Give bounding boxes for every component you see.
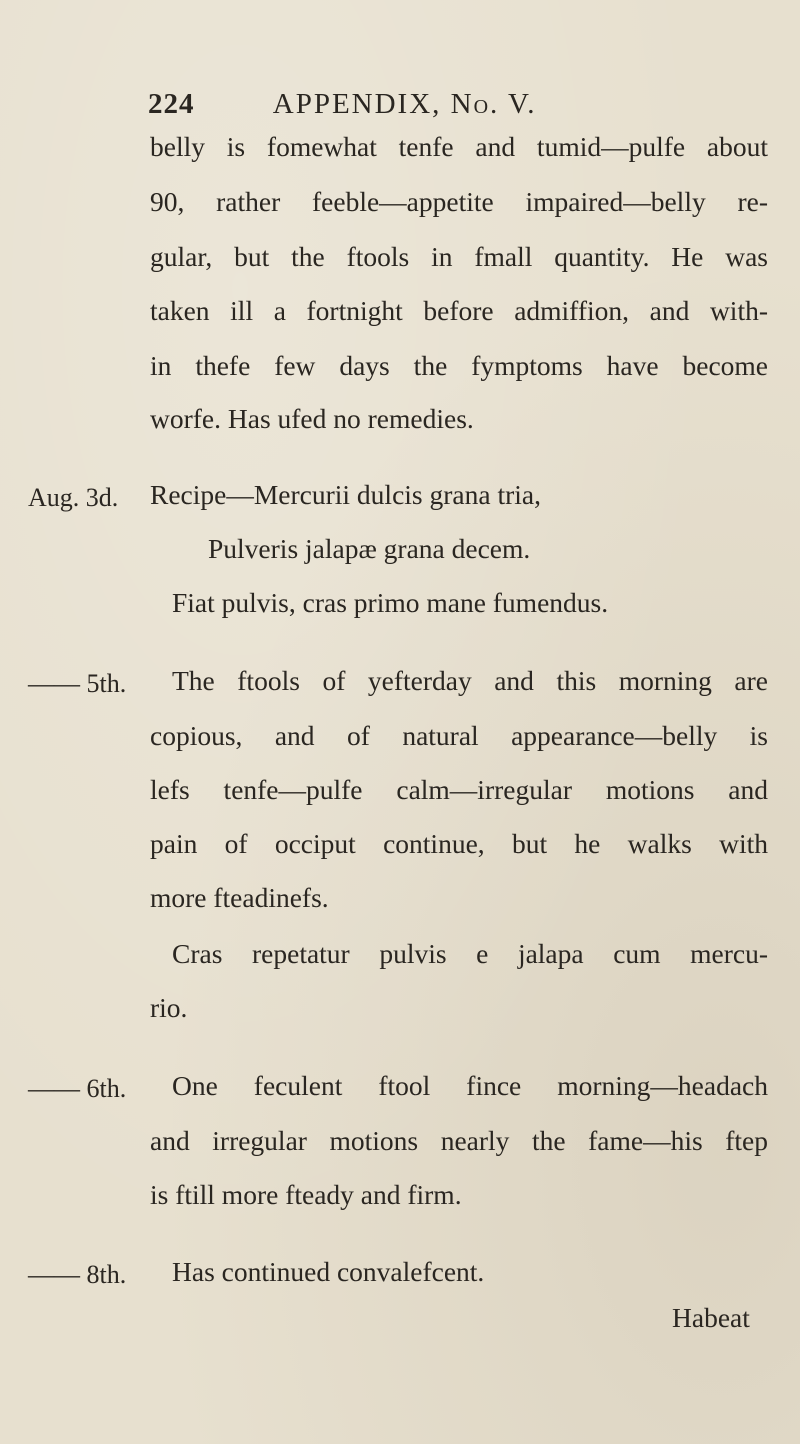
text-line: rio. bbox=[150, 992, 188, 1023]
text-line: Cras repetatur pulvis e jalapa cum mercu- bbox=[172, 938, 768, 969]
text-line: in thefe few days the fymptoms have become bbox=[150, 350, 768, 381]
margin-date-aug-6: —— 6th. bbox=[28, 1074, 127, 1103]
margin-date-aug-3: Aug. 3d. bbox=[28, 483, 119, 512]
running-title: APPENDIX, No. V. bbox=[272, 88, 537, 120]
text-line: Has continued convalefcent. bbox=[172, 1256, 485, 1287]
text-line: belly is fomewhat tenfe and tumid—pulfe about bbox=[150, 131, 768, 162]
text-line: pain of occiput continue, but he walks with bbox=[150, 828, 768, 859]
page-number: 224 bbox=[148, 88, 195, 120]
text-line: copious, and of natural appearance—belly is bbox=[150, 720, 768, 751]
text-line: taken ill a fortnight before admiffion, and with- bbox=[150, 295, 768, 326]
margin-date-aug-5: —— 5th. bbox=[28, 669, 127, 698]
text-line: worfe. Has ufed no remedies. bbox=[150, 403, 474, 434]
recipe-line: Recipe—Mercurii dulcis grana tria, bbox=[150, 479, 541, 510]
text-line: lefs tenfe—pulfe calm—irregular motions and bbox=[150, 774, 768, 805]
recipe-line: Pulveris jalapæ grana decem. bbox=[208, 533, 531, 564]
margin-date-aug-8: —— 8th. bbox=[28, 1260, 127, 1289]
text-line: gular, but the ftools in fmall quantity. He was bbox=[150, 241, 768, 272]
text-line: 90, rather feeble—appetite impaired—belly re- bbox=[150, 186, 768, 217]
text-line: is ftill more fteady and firm. bbox=[150, 1179, 462, 1210]
running-header bbox=[148, 88, 536, 121]
catchword: Habeat bbox=[672, 1302, 750, 1333]
text-line: One feculent ftool fince morning—headach bbox=[172, 1070, 768, 1101]
text-line: The ftools of yefterday and this morning are bbox=[172, 665, 768, 696]
text-line: and irregular motions nearly the fame—his ftep bbox=[150, 1125, 768, 1156]
recipe-line: Fiat pulvis, cras primo mane fumendus. bbox=[172, 587, 609, 618]
text-line: more fteadinefs. bbox=[150, 882, 329, 913]
